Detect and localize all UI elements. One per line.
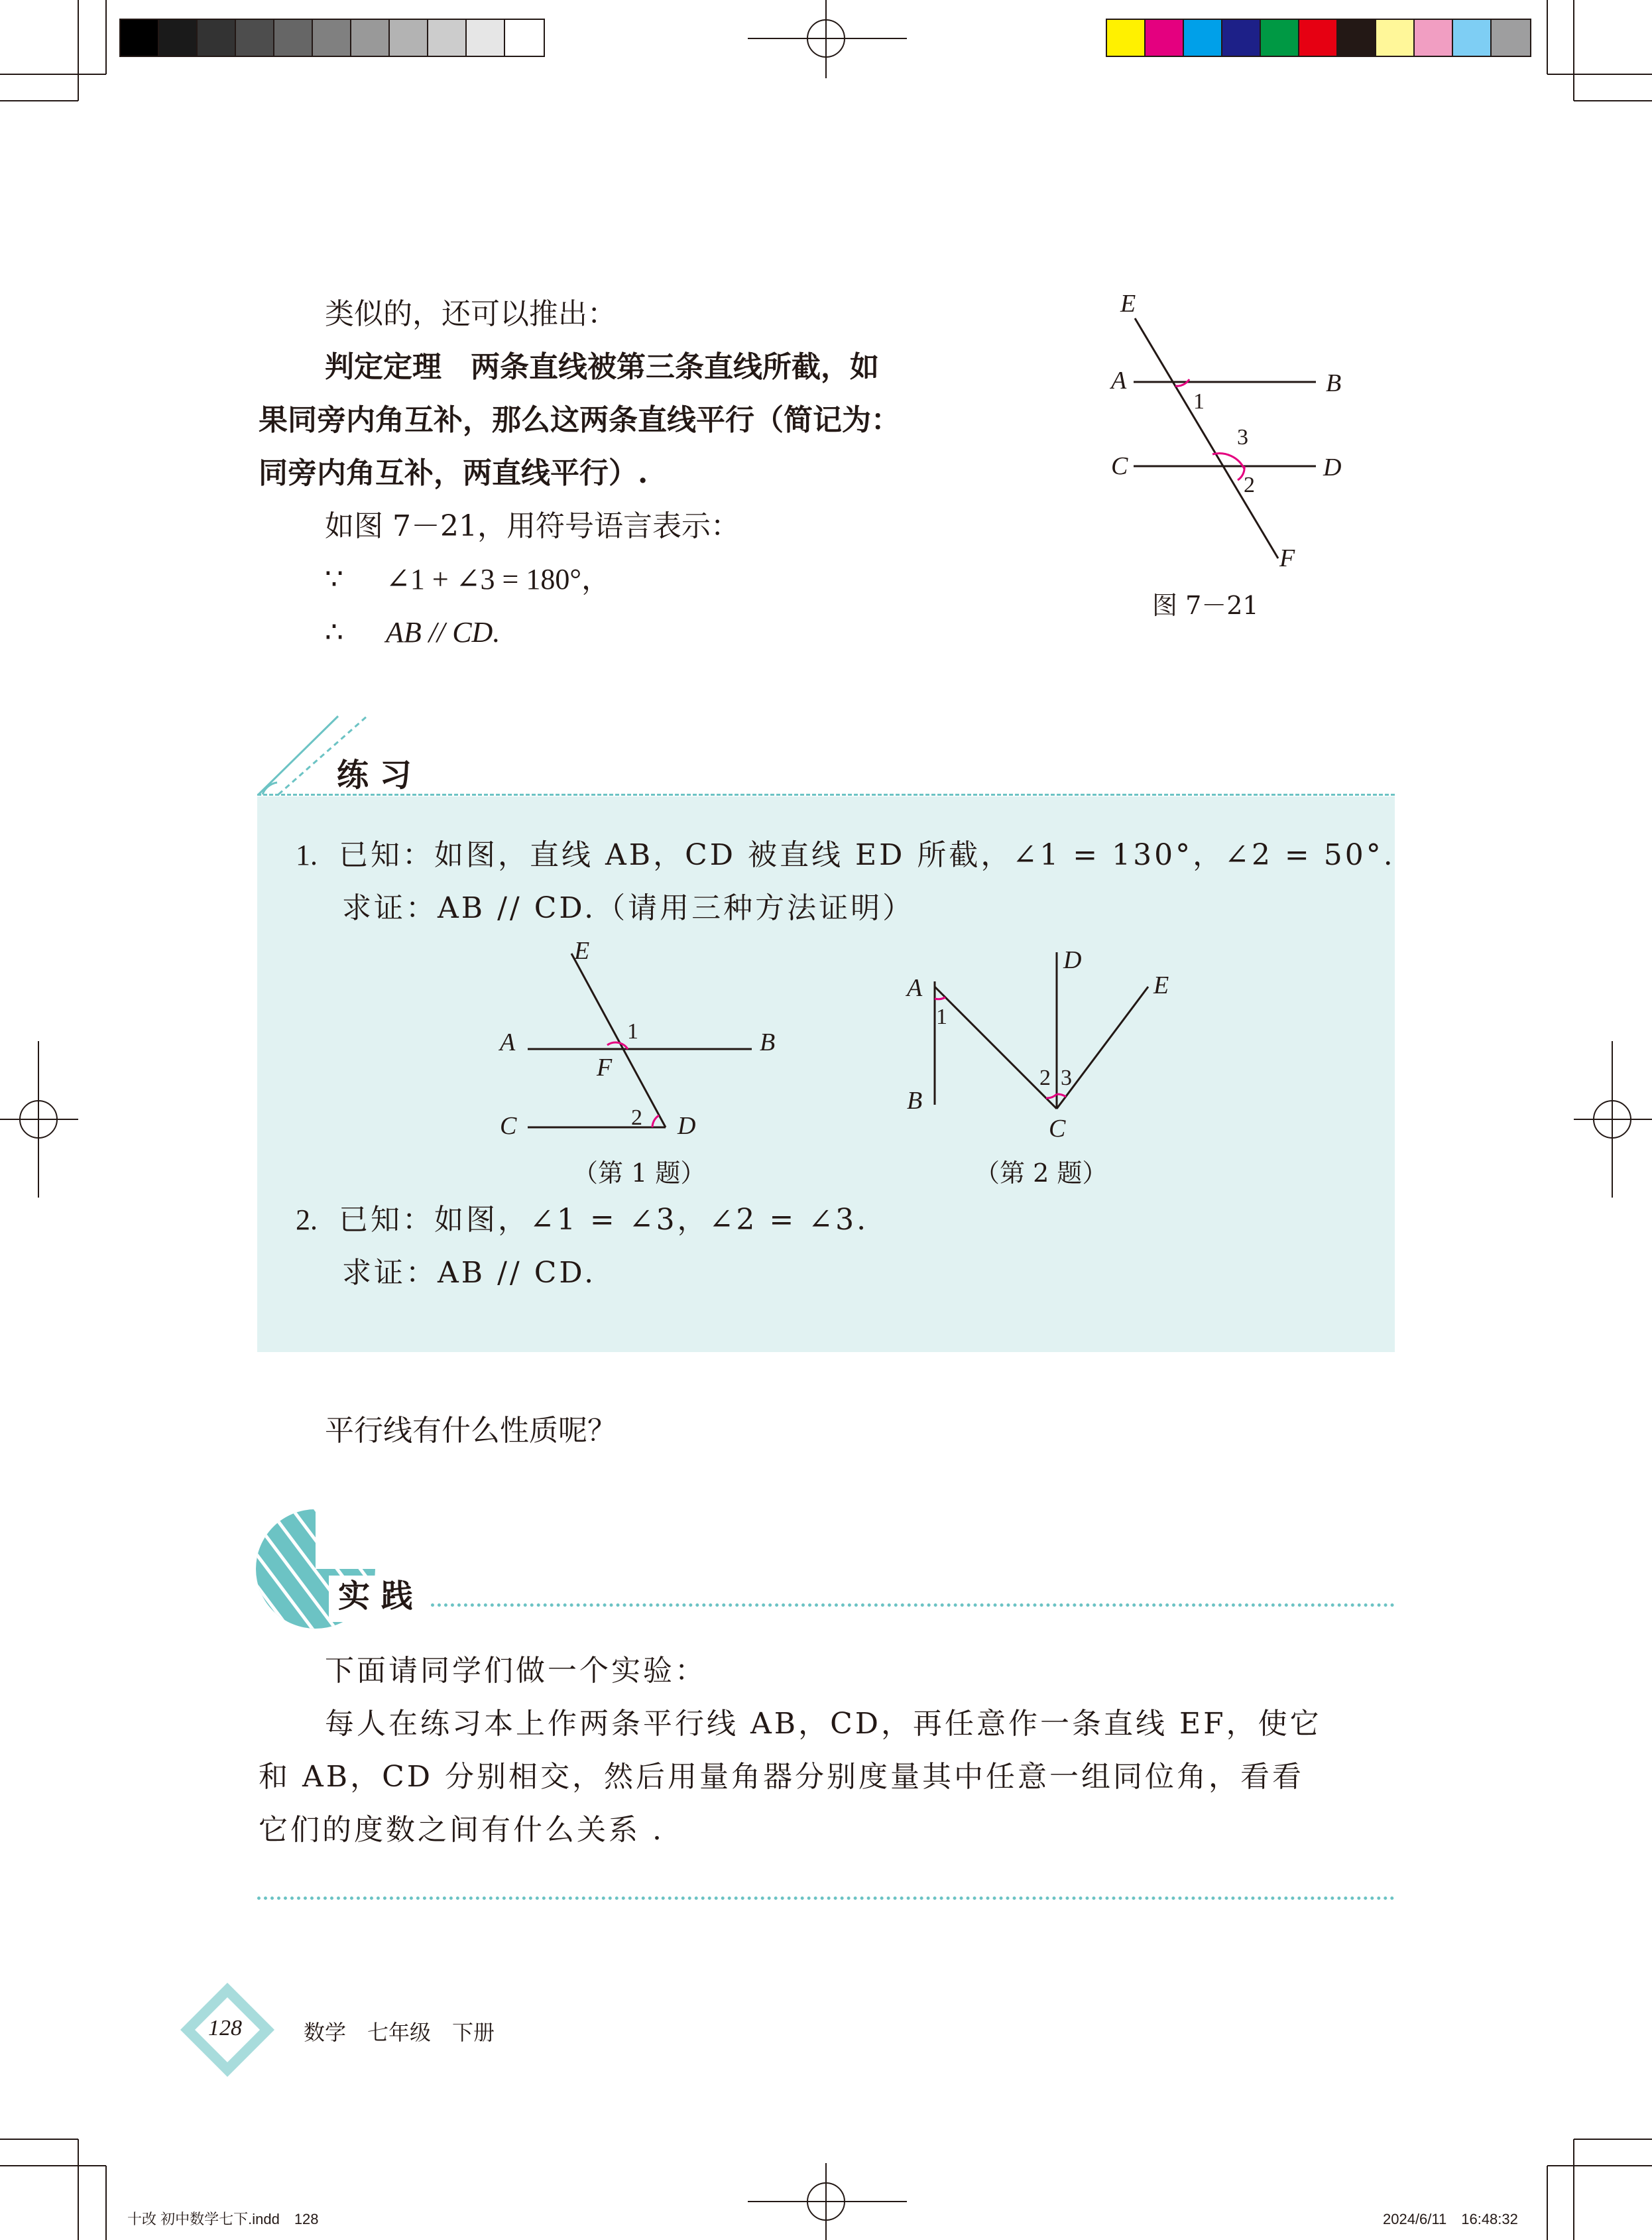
label-angle-2: 2 [631, 1105, 642, 1130]
label-angle-1: 1 [1193, 389, 1205, 414]
theorem-line-2: 果同旁内角互补，那么这两条直线平行（简记为： [259, 403, 900, 437]
q2-number: 2. [296, 1204, 318, 1236]
label-f: F [597, 1054, 613, 1082]
label-e: E [1153, 971, 1169, 999]
label-d: D [1323, 454, 1342, 481]
activity-line-4: 它们的度数之间有什么关系 . [259, 1813, 664, 1847]
q1-given: 已知：如图，直线 AB，CD 被直线 ED 所截，∠1 = 130°，∠2 = 50°. [339, 838, 1395, 872]
label-d: D [1063, 946, 1082, 974]
label-c: C [1049, 1115, 1066, 1143]
because-expression: ∠1 + ∠3 = 180°， [386, 563, 611, 595]
print-timestamp: 2024/6/11 16:48:32 [1383, 2211, 1518, 2227]
label-b: B [760, 1028, 776, 1056]
label-b: B [1326, 369, 1342, 397]
therefore-expression: AB // CD. [386, 616, 501, 649]
activity-top-divider [431, 1603, 1395, 1607]
q2-line-2: 求证：AB // CD. [342, 1256, 597, 1290]
theorem-line-3: 同旁内角互补，两直线平行）. [259, 456, 648, 490]
label-a: A [907, 974, 923, 1002]
label-angle-2: 2 [1244, 473, 1255, 497]
label-d: D [678, 1112, 696, 1140]
line-ac [935, 987, 1057, 1109]
q1-line-2: 求证：AB // CD.（请用三种方法证明） [342, 891, 915, 925]
activity-line-2: 每人在练习本上作两条平行线 AB，CD，再任意作一条直线 EF，使它 [325, 1707, 1322, 1741]
property-question: 平行线有什么性质呢？ [325, 1414, 617, 1448]
line-ce [1057, 987, 1148, 1109]
label-a: A [1111, 367, 1127, 395]
label-a: A [500, 1028, 516, 1056]
symbol-intro: 如图 7－21，用符号语言表示： [325, 509, 740, 543]
because-symbol: ∵ [325, 562, 343, 596]
label-c: C [1111, 452, 1128, 480]
practice-figure-1 [491, 935, 782, 1160]
q1-number: 1. [296, 839, 318, 871]
theorem-statement: 两条直线被第三条直线所截，如 [471, 350, 879, 384]
theorem-label: 判定定理 [325, 350, 442, 384]
figure-7-21-caption: 图 7－21 [1152, 591, 1259, 620]
line-ef [1135, 318, 1278, 558]
theorem-line-1 [325, 341, 879, 394]
label-f: F [1279, 544, 1295, 572]
activity-heading: 实 践 [338, 1578, 413, 1615]
label-angle-2: 2 [1039, 1066, 1051, 1090]
label-e: E [1120, 290, 1136, 318]
therefore-line [325, 606, 500, 659]
practice-figure-1-caption: （第 1 题） [573, 1158, 706, 1188]
label-angle-1: 1 [627, 1019, 638, 1044]
page-number: 128 [208, 2016, 242, 2040]
angle-3-arc [1057, 1094, 1066, 1097]
intro-text: 类似的，还可以推出： [325, 297, 617, 331]
activity-line-1: 下面请同学们做一个实验： [325, 1654, 707, 1688]
line-ed [571, 954, 666, 1127]
file-name: 十改 初中数学七下.indd 128 [127, 2211, 319, 2227]
book-title: 数学 七年级 下册 [304, 2020, 495, 2045]
label-angle-1: 1 [936, 1005, 947, 1029]
practice-figure-2-caption: （第 2 题） [974, 1158, 1108, 1188]
label-angle-3: 3 [1237, 425, 1248, 450]
practice-divider [257, 794, 1395, 796]
figure-7-21 [1047, 285, 1366, 584]
therefore-symbol: ∴ [325, 615, 343, 649]
q2-given: 已知：如图，∠1 = ∠3，∠2 = ∠3. [339, 1203, 869, 1237]
practice-figure-2 [895, 935, 1187, 1154]
practice-heading: 练 习 [337, 757, 412, 794]
angle-1-arc [935, 997, 945, 999]
label-angle-3: 3 [1061, 1066, 1072, 1090]
angle-2-arc [652, 1115, 659, 1127]
q2-line-1 [296, 1194, 868, 1247]
label-e: E [574, 937, 590, 965]
because-line [325, 553, 611, 606]
activity-bottom-divider [257, 1897, 1395, 1900]
label-c: C [500, 1112, 517, 1140]
angle-2-arc [1046, 1094, 1057, 1098]
q1-line-1 [296, 829, 1395, 882]
label-b: B [907, 1087, 923, 1115]
activity-line-3: 和 AB，CD 分别相交，然后用量角器分别度量其中任意一组同位角，看看 [259, 1760, 1305, 1794]
